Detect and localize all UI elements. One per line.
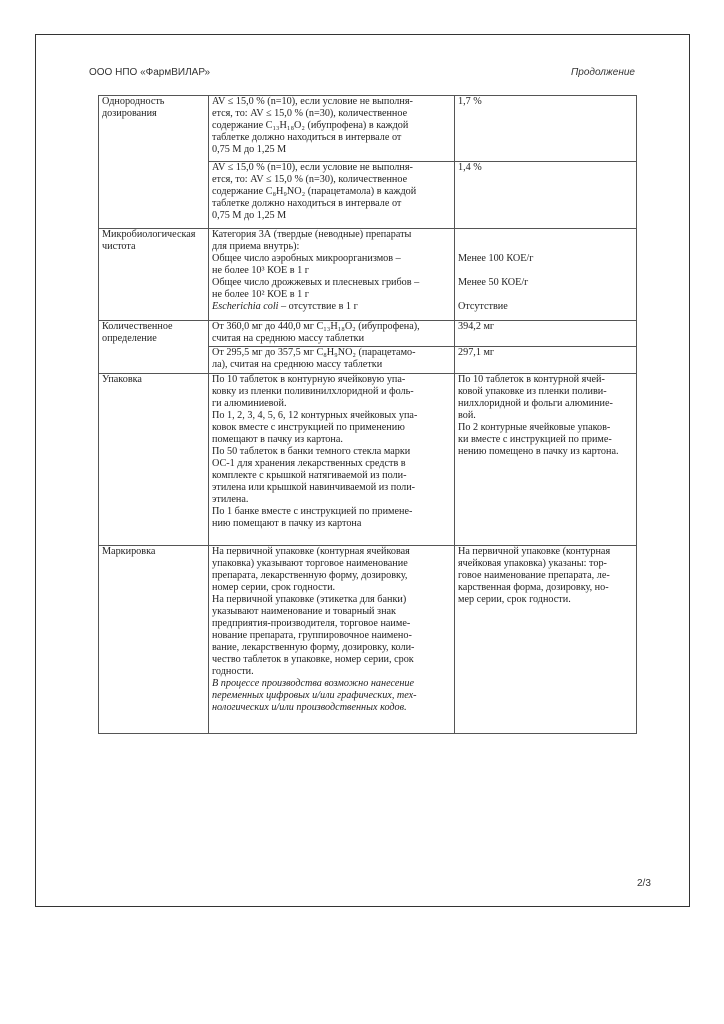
text-line: ла), считая на среднюю массу таблетки (212, 359, 383, 370)
text-line: ется, то: AV ≤ 15,0 % (n=30), количественное (212, 174, 408, 185)
text-line: 394,2 мг (458, 321, 495, 332)
text-line: ковку из пленки поливинилхлоридной и фоль- (212, 386, 414, 397)
text-line: вание, лекарственную форму, дозировку, коли- (212, 642, 415, 653)
text-line: чистота (102, 241, 136, 252)
organization-name: ООО НПО «ФармВИЛАР» (89, 67, 211, 78)
requirement-cell (209, 546, 455, 734)
text-line: На первичной упаковке (этикетка для банки) (212, 594, 407, 605)
text-line: По 1, 2, 3, 4, 5, 6, 12 контурных ячейковых упа- (212, 410, 418, 421)
table-row (99, 229, 637, 321)
text-line: Общее число аэробных микроорганизмов – (212, 253, 401, 264)
requirement-cell (209, 374, 455, 546)
text-line: этилена. (212, 494, 249, 505)
text-line: комплекте с крышкой натягиваемой из поли- (212, 470, 407, 481)
text-line: 0,75 М до 1,25 М (212, 144, 287, 155)
text-line: 297,1 мг (458, 347, 495, 358)
text-line: От 295,5 мг до 357,5 мг C₈H₉NO₂ (парацетамо- (212, 347, 416, 358)
requirement-cell (209, 321, 455, 347)
text-line: не более 10² КОЕ в 1 г (212, 289, 309, 300)
text-line: ется, то: AV ≤ 15,0 % (n=30), количественное (212, 108, 408, 119)
text-line: нению помещено в пачку из картона. (458, 446, 619, 457)
text-line: ОС-1 для хранения лекарственных средств в (212, 458, 406, 469)
text-line: Общее число дрожжевых и плесневых грибов – (212, 277, 420, 288)
text-line: AV ≤ 15,0 % (n=10), если условие не выполня- (212, 162, 413, 173)
text-line: Однородность (102, 96, 165, 107)
text-line: По 10 таблеток в контурной ячей- (458, 374, 605, 385)
result-cell (455, 347, 637, 374)
text-line: не более 10³ КОЕ в 1 г (212, 265, 309, 276)
text-line: говое наименование препарата, ле- (458, 570, 610, 581)
text-line: для приема внутрь): (212, 241, 300, 252)
text-line: ги алюминиевой. (212, 398, 287, 409)
text-line: препарата, лекарственную форму, дозировку, (212, 570, 408, 581)
text-line: Количественное (102, 321, 173, 332)
result-cell (455, 374, 637, 546)
text-line: переменных цифровых и/или графических, тех- (212, 690, 417, 701)
text-line: На первичной упаковке (контурная (458, 546, 611, 557)
text-line: карственная форма, дозировку, но- (458, 582, 609, 593)
result-cell (455, 162, 637, 229)
text-line: AV ≤ 15,0 % (n=10), если условие не выполня- (212, 96, 413, 107)
requirement-cell (209, 96, 455, 162)
text-line: Маркировка (102, 546, 156, 557)
result-cell (455, 546, 637, 734)
requirement-cell (209, 229, 455, 321)
text-line: По 2 контурные ячейковые упаков- (458, 422, 611, 433)
table-row (99, 321, 637, 347)
text-line: Отсутствие (458, 301, 508, 312)
row-name-uniformity (99, 96, 209, 229)
text-line: 1,4 % (458, 162, 482, 173)
text-line: вой. (458, 410, 476, 421)
text-line: чество таблеток в упаковке, номер серии, срок (212, 654, 414, 665)
text-line: нологических и/или производственных кодов. (212, 702, 407, 713)
text-line: Менее 100 КОЕ/г (458, 253, 534, 264)
text-line: считая на среднюю массу таблетки (212, 333, 365, 344)
specification-table (98, 95, 637, 734)
text-line: указывают наименование и товарный знак (212, 606, 397, 617)
text-line: помещают в пачку из картона. (212, 434, 343, 445)
requirement-cell (209, 162, 455, 229)
page-number: 2/3 (637, 878, 651, 889)
text-line: таблетке должно находиться в интервале от (212, 132, 402, 143)
text-line: Менее 50 КОЕ/г (458, 277, 529, 288)
text-line: Микробиологическая (102, 229, 196, 240)
text-line: На первичной упаковке (контурная ячейковая (212, 546, 410, 557)
text-line: дозирования (102, 108, 157, 119)
text-line: таблетке должно находиться в интервале от (212, 198, 402, 209)
text-line: В процессе производства возможно нанесение (212, 678, 415, 689)
result-cell (455, 321, 637, 347)
text-line: По 50 таблеток в банки темного стекла марки (212, 446, 411, 457)
text-line: ки вместе с инструкцией по приме- (458, 434, 612, 445)
result-cell (455, 229, 637, 321)
result-cell (455, 96, 637, 162)
text-line: содержание C₈H₉NO₂ (парацетамола) в каждой (212, 186, 417, 197)
text-line: мер серии, срок годности. (458, 594, 571, 605)
text-line: 0,75 М до 1,25 М (212, 210, 287, 221)
text-line: По 10 таблеток в контурную ячейковую упа- (212, 374, 406, 385)
table-row (99, 96, 637, 162)
table-row (99, 546, 637, 734)
text-line: По 1 банке вместе с инструкцией по примене- (212, 506, 413, 517)
row-name-packaging (99, 374, 209, 546)
text-line: ковой упаковке из пленки поливи- (458, 386, 607, 397)
row-name-assay (99, 321, 209, 374)
requirement-cell (209, 347, 455, 374)
row-name-microbiology (99, 229, 209, 321)
text-line: определение (102, 333, 157, 344)
text-line: содержание C₁₃H₁₈O₂ (ибупрофена) в каждой (212, 120, 409, 131)
table-row (99, 374, 637, 546)
text-line: нование препарата, группировочное наимено- (212, 630, 412, 641)
continuation-label: Продолжение (571, 67, 635, 78)
text-line: нию помещают в пачку из картона (212, 518, 362, 529)
text-line: 1,7 % (458, 96, 482, 107)
text-line: ковок вместе с инструкцией по применению (212, 422, 405, 433)
text-line: упаковка) указывают торговое наименование (212, 558, 408, 569)
text-line: годности. (212, 666, 254, 677)
row-name-marking (99, 546, 209, 734)
text-line: От 360,0 мг до 440,0 мг C₁₃H₁₈O₂ (ибупрофена), (212, 321, 420, 332)
text-line: ячейковая упаковка) указаны: тор- (458, 558, 607, 569)
text-line: предприятия-производителя, торговое наиме- (212, 618, 411, 629)
text-line: этилена или крышкой навинчиваемой из поли- (212, 482, 416, 493)
text-line: Упаковка (102, 374, 142, 385)
text-line: Escherichia coli – отсутствие в 1 г (212, 301, 358, 312)
text-line: нилхлоридной и фольги алюминие- (458, 398, 613, 409)
text-line: номер серии, срок годности. (212, 582, 336, 593)
text-line: Категория 3А (твердые (неводные) препараты (212, 229, 412, 240)
